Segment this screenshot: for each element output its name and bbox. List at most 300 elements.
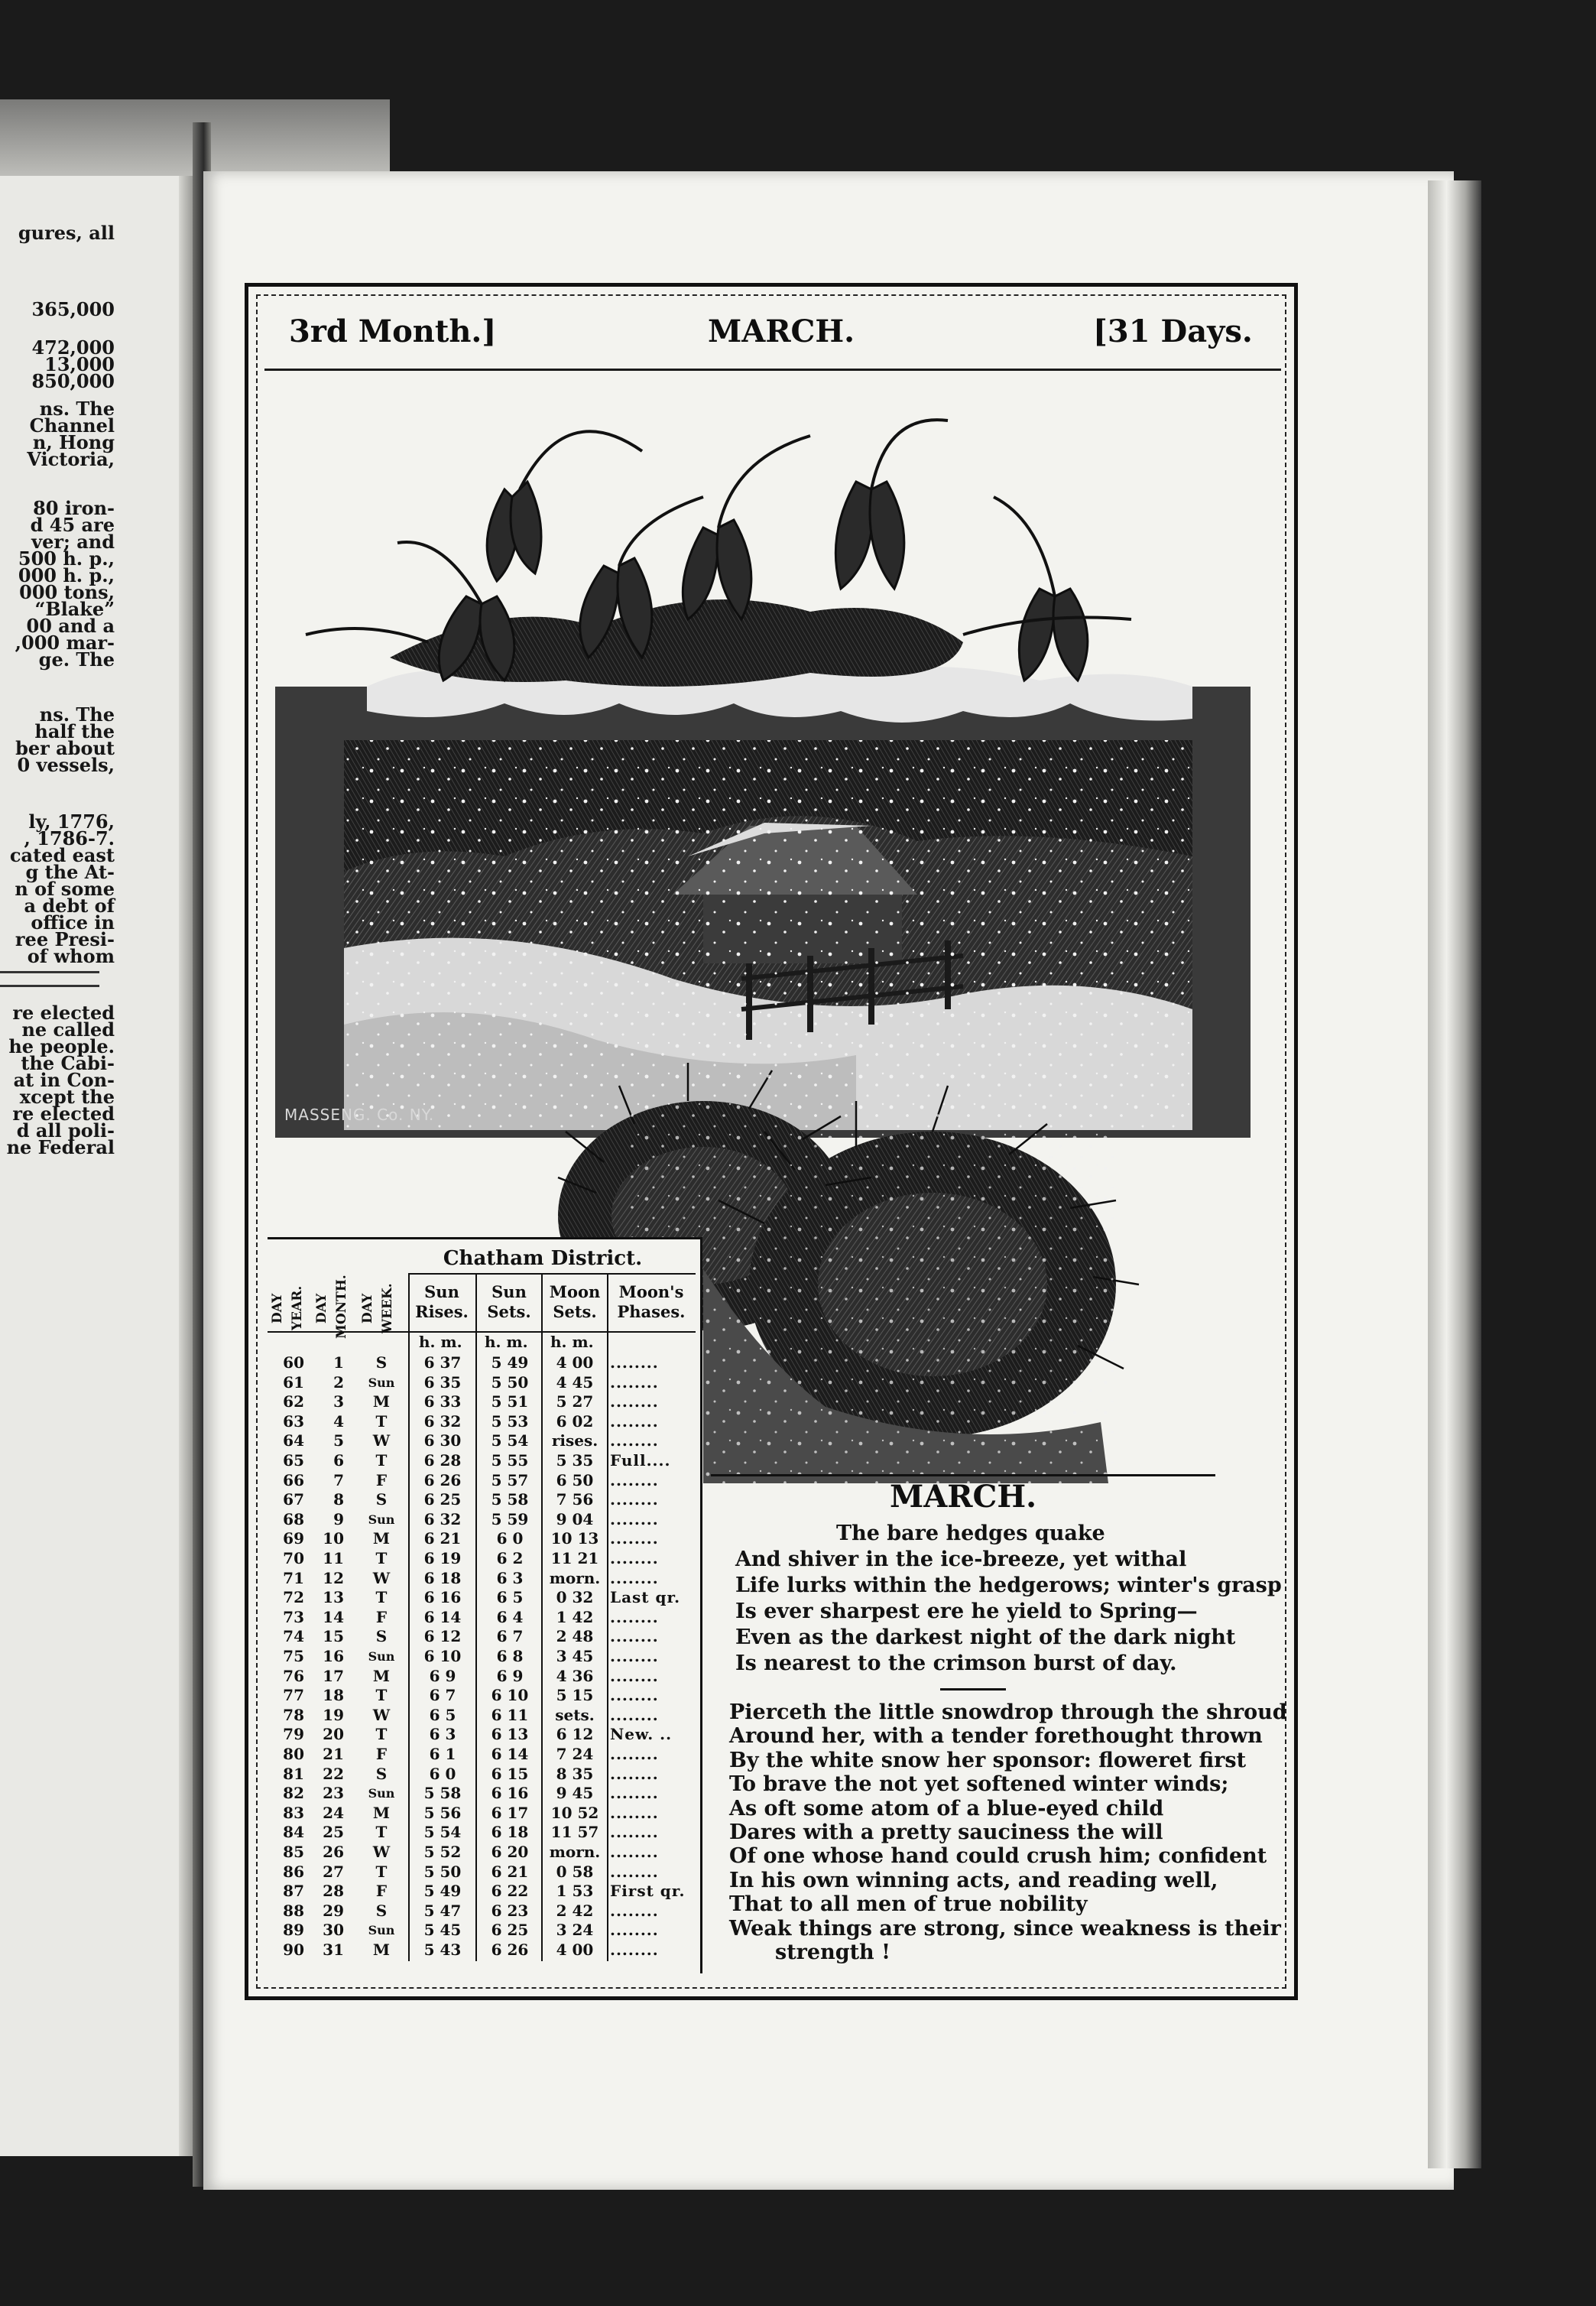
cell-moon-sets: 5 15 [556, 1686, 594, 1705]
cell-sun-sets: 6 0 [496, 1529, 524, 1548]
cell-day-of-year: 85 [283, 1843, 304, 1861]
header-day-count: [31 Days. [1093, 313, 1253, 349]
col-header-moon-sets: Moon Sets. [549, 1282, 601, 1321]
table-row [268, 1921, 696, 1939]
cell-moon-sets: 2 42 [556, 1901, 594, 1920]
col-header-day-week: DAY WEEK. [360, 1283, 395, 1333]
left-page-fragment: half the [34, 720, 115, 742]
col-header-sun-rises: Sun Rises. [415, 1282, 469, 1321]
cell-moon-phase: ........ [610, 1470, 659, 1489]
cell-day-of-month: 24 [323, 1803, 344, 1822]
cell-day-of-week: S [375, 1490, 388, 1509]
cell-day-of-week: Sun [368, 1375, 395, 1390]
cell-moon-sets: 4 00 [556, 1353, 594, 1372]
cell-day-of-week: S [375, 1764, 388, 1783]
cell-day-of-year: 76 [283, 1666, 304, 1685]
cell-moon-phase: ........ [610, 1353, 659, 1372]
cell-moon-phase: ........ [610, 1529, 659, 1548]
poem-line: Around her, with a tender forethought thrown [729, 1724, 1263, 1749]
cell-sun-sets: 6 3 [496, 1568, 524, 1587]
cell-day-of-year: 84 [283, 1823, 304, 1842]
cell-sun-sets: 5 54 [491, 1431, 529, 1450]
cell-moon-sets: 10 13 [550, 1529, 599, 1548]
cell-sun-sets: 5 51 [491, 1392, 529, 1411]
cell-day-of-week: S [375, 1627, 388, 1646]
left-page-fragment: 850,000 [31, 370, 115, 392]
cell-day-of-week: T [375, 1823, 388, 1842]
left-page-fragment: ne Federal [6, 1136, 115, 1158]
left-page-fragment: d 45 are [30, 514, 115, 536]
cell-sun-rises: 5 50 [423, 1862, 462, 1881]
left-page-fragment: re elected [12, 1002, 115, 1024]
cell-moon-phase: ........ [610, 1803, 659, 1822]
cell-sun-rises: 6 1 [429, 1745, 456, 1763]
cell-day-of-week: F [375, 1745, 388, 1763]
cell-day-of-month: 13 [323, 1588, 344, 1607]
left-page-fragment: the Cabi- [21, 1052, 115, 1074]
left-page-fragment: 000 tons, [19, 581, 115, 603]
left-page-fragment: 00 and a [26, 615, 115, 637]
cell-moon-sets: 6 50 [556, 1470, 594, 1489]
cell-day-of-week: F [375, 1882, 388, 1901]
cell-day-of-month: 31 [323, 1941, 344, 1959]
cell-day-of-week: W [372, 1705, 391, 1724]
left-page-fragment: Channel [29, 414, 115, 437]
cell-day-of-month: 2 [333, 1372, 344, 1392]
cell-day-of-month: 4 [333, 1411, 344, 1431]
cell-sun-sets: 6 18 [491, 1823, 529, 1842]
cell-day-of-week: T [375, 1725, 388, 1744]
cell-sun-rises: 5 47 [423, 1901, 462, 1920]
cell-day-of-year: 87 [283, 1882, 304, 1901]
cell-day-of-year: 75 [283, 1647, 304, 1665]
table-row [268, 1628, 696, 1645]
cell-moon-phase: ........ [610, 1921, 659, 1940]
cell-sun-rises: 5 52 [423, 1843, 462, 1861]
table-row [268, 1452, 696, 1470]
poem-line: In his own winning acts, and reading well, [729, 1868, 1218, 1892]
poem-line: As oft some atom of a blue-eyed child [729, 1796, 1164, 1820]
cell-day-of-year: 86 [283, 1862, 304, 1881]
cell-day-of-year: 61 [283, 1372, 304, 1392]
left-page-fragment: xcept the [19, 1086, 115, 1108]
cell-moon-phase: ........ [610, 1843, 659, 1861]
left-page-fragment: 13,000 [44, 353, 115, 375]
poem-line: Life lurks within the hedgerows; winter's grasp [735, 1574, 1282, 1597]
cell-day-of-week: M [372, 1941, 391, 1959]
table-row [268, 1707, 696, 1724]
cell-sun-sets: 6 23 [491, 1901, 529, 1920]
table-row [268, 1785, 696, 1802]
left-page-fragment: n, Hong [32, 431, 115, 453]
cell-sun-sets: 6 2 [496, 1549, 524, 1567]
left-page-fragment: re elected [12, 1103, 115, 1125]
cell-moon-sets: 5 35 [556, 1451, 594, 1470]
cell-day-of-week: Sun [368, 1786, 395, 1801]
cell-sun-rises: 5 45 [423, 1921, 462, 1940]
table-district-title: Chatham District. [443, 1247, 643, 1270]
unit-sun-rises: h. m. [419, 1333, 462, 1351]
cell-day-of-month: 29 [323, 1901, 344, 1920]
cell-sun-rises: 5 54 [423, 1823, 462, 1842]
cell-moon-phase: ........ [610, 1607, 659, 1626]
cell-moon-phase: New. .. [610, 1725, 673, 1744]
poem-line: And shiver in the ice-breeze, yet withal [735, 1548, 1187, 1571]
cell-day-of-month: 19 [323, 1705, 344, 1724]
calendar-header [272, 309, 1273, 358]
cell-day-of-year: 73 [283, 1607, 304, 1626]
cell-sun-sets: 6 16 [491, 1784, 529, 1803]
page-edges-right [1428, 180, 1481, 2168]
cell-moon-sets: 7 24 [556, 1745, 594, 1763]
cell-sun-sets: 6 9 [496, 1666, 524, 1685]
table-row [268, 1882, 696, 1900]
cell-sun-rises: 6 28 [423, 1451, 462, 1470]
poem-line: Even as the darkest night of the dark night [735, 1626, 1236, 1649]
cell-sun-sets: 6 5 [496, 1588, 524, 1607]
left-page-fragment: 80 iron- [33, 497, 115, 519]
left-page-fragment: he people. [8, 1035, 115, 1057]
cell-sun-sets: 5 55 [491, 1451, 529, 1470]
left-page-fragment: 0 vessels, [17, 754, 115, 776]
cell-moon-phase: ........ [610, 1862, 659, 1881]
cell-sun-sets: 6 10 [491, 1686, 529, 1705]
left-page-fragment: ns. The [39, 703, 115, 726]
cell-sun-rises: 6 16 [423, 1588, 462, 1607]
cell-day-of-month: 1 [333, 1353, 344, 1372]
header-month-name: MARCH. [708, 313, 855, 349]
poem-line: Pierceth the little snowdrop through the shroud [729, 1700, 1287, 1724]
table-row [268, 1550, 696, 1567]
cell-day-of-year: 81 [283, 1764, 304, 1783]
cell-moon-sets: 3 45 [556, 1647, 594, 1665]
cell-day-of-week: W [372, 1843, 391, 1861]
cell-day-of-month: 20 [323, 1725, 344, 1744]
cell-day-of-month: 14 [323, 1607, 344, 1626]
cell-moon-phase: ........ [610, 1666, 659, 1685]
cell-day-of-week: W [372, 1568, 391, 1587]
table-row [268, 1824, 696, 1841]
cell-day-of-month: 22 [323, 1764, 344, 1783]
cell-day-of-month: 23 [323, 1784, 344, 1803]
cell-day-of-week: T [375, 1411, 388, 1431]
cell-moon-phase: ........ [610, 1745, 659, 1763]
cell-moon-phase: ........ [610, 1392, 659, 1411]
cell-sun-rises: 5 56 [423, 1803, 462, 1822]
cell-sun-rises: 6 9 [429, 1666, 456, 1685]
cell-day-of-year: 65 [283, 1451, 304, 1470]
table-row [268, 1530, 696, 1548]
table-row [268, 1804, 696, 1822]
left-page-fragment: Victoria, [27, 448, 115, 470]
cell-moon-sets: 7 56 [556, 1490, 594, 1509]
cell-sun-rises: 6 0 [429, 1764, 456, 1783]
table-row [268, 1726, 696, 1743]
cell-day-of-week: M [372, 1666, 391, 1685]
table-row [268, 1648, 696, 1665]
cell-sun-rises: 6 18 [423, 1568, 462, 1587]
poem-line: By the white snow her sponsor: floweret first [729, 1748, 1247, 1772]
cell-sun-rises: 6 14 [423, 1607, 462, 1626]
cell-sun-sets: 6 11 [491, 1705, 529, 1724]
cell-sun-sets: 6 4 [496, 1607, 524, 1626]
table-row [268, 1374, 696, 1392]
cell-day-of-month: 18 [323, 1686, 344, 1705]
table-row [268, 1687, 696, 1704]
cell-day-of-month: 26 [323, 1843, 344, 1861]
left-page-fragment: g the At- [25, 861, 115, 883]
left-page-fragment: ,000 mar- [15, 632, 115, 654]
table-row [268, 1472, 696, 1489]
cell-day-of-month: 28 [323, 1882, 344, 1901]
cell-day-of-month: 5 [333, 1431, 344, 1450]
cell-moon-sets: 1 42 [556, 1607, 594, 1626]
cell-sun-rises: 6 35 [423, 1372, 462, 1392]
left-page-fragment: ne called [21, 1018, 115, 1041]
left-page-fragment: 472,000 [31, 336, 115, 359]
cell-day-of-month: 7 [333, 1470, 344, 1489]
cell-moon-sets: 5 27 [556, 1392, 594, 1411]
cell-moon-sets: 10 52 [550, 1803, 599, 1822]
cell-sun-rises: 6 33 [423, 1392, 462, 1411]
cell-moon-sets: 2 48 [556, 1627, 594, 1646]
left-page-fragment: ly, 1776, [28, 810, 115, 833]
table-row [268, 1354, 696, 1372]
cell-moon-sets: 4 45 [556, 1372, 594, 1392]
cell-moon-sets: rises. [551, 1431, 598, 1450]
table-row [268, 1570, 696, 1587]
cell-day-of-month: 9 [333, 1509, 344, 1528]
col-header-day-year: DAY YEAR. [270, 1285, 305, 1331]
poem-title: MARCH. [889, 1479, 1037, 1515]
cell-day-of-month: 10 [323, 1529, 344, 1548]
cell-moon-phase: Full.... [610, 1451, 671, 1470]
unit-sun-sets: h. m. [485, 1333, 528, 1351]
table-rule-top [408, 1273, 696, 1275]
cell-day-of-year: 63 [283, 1411, 304, 1431]
cell-sun-sets: 6 15 [491, 1764, 529, 1783]
cell-moon-phase: ........ [610, 1627, 659, 1646]
cell-sun-sets: 5 49 [491, 1353, 529, 1372]
cell-day-of-month: 16 [323, 1647, 344, 1665]
cell-day-of-year: 67 [283, 1490, 304, 1509]
left-page-fragment: gures, all [18, 222, 115, 244]
cell-moon-sets: 6 02 [556, 1411, 594, 1431]
cell-day-of-week: M [372, 1392, 391, 1411]
engraver-credit: MASSENG. Co. NY. [284, 1106, 435, 1124]
poem-line: Dares with a pretty sauciness the will [729, 1820, 1163, 1844]
cell-moon-sets: 8 35 [556, 1764, 594, 1783]
cell-sun-rises: 6 19 [423, 1549, 462, 1567]
cell-sun-sets: 6 17 [491, 1803, 529, 1822]
cell-moon-phase: ........ [610, 1784, 659, 1803]
cell-sun-sets: 5 59 [491, 1509, 529, 1528]
cell-day-of-year: 72 [283, 1588, 304, 1607]
almanac-table [268, 1237, 702, 1973]
left-page-rule [0, 971, 99, 973]
cell-moon-sets: morn. [549, 1568, 601, 1587]
table-row [268, 1668, 696, 1685]
poem-line: That to all men of true nobility [729, 1892, 1088, 1917]
table-row [268, 1863, 696, 1881]
table-rule-header [268, 1331, 696, 1333]
cell-day-of-week: F [375, 1607, 388, 1626]
cell-moon-sets: 0 58 [556, 1862, 594, 1881]
cell-moon-phase: ........ [610, 1568, 659, 1587]
cell-day-of-week: T [375, 1588, 388, 1607]
cell-day-of-year: 71 [283, 1568, 304, 1587]
cell-moon-phase: ........ [610, 1705, 659, 1724]
cell-day-of-year: 62 [283, 1392, 304, 1411]
cell-sun-sets: 6 25 [491, 1921, 529, 1940]
poem-line: The bare hedges quake [836, 1522, 1105, 1545]
cell-moon-sets: sets. [555, 1705, 595, 1724]
table-row [268, 1432, 696, 1450]
cell-sun-sets: 6 26 [491, 1941, 529, 1959]
cell-day-of-year: 88 [283, 1901, 304, 1920]
poem-rule [711, 1474, 1215, 1476]
cell-day-of-year: 60 [283, 1353, 304, 1372]
table-row [268, 1765, 696, 1783]
left-page-fragment: at in Con- [13, 1069, 115, 1091]
left-page-fragment: “Blake” [34, 598, 115, 620]
unit-moon-sets: h. m. [550, 1333, 594, 1351]
poem-stanza-separator [940, 1688, 1006, 1691]
cell-moon-phase: ........ [610, 1823, 659, 1842]
cell-moon-sets: morn. [549, 1843, 601, 1861]
cell-day-of-week: Sun [368, 1649, 395, 1664]
cell-sun-rises: 5 58 [423, 1784, 462, 1803]
table-row [268, 1609, 696, 1626]
cell-sun-sets: 6 21 [491, 1862, 529, 1881]
left-page-fragment: 000 h. p., [18, 564, 115, 586]
table-row [268, 1746, 696, 1763]
cell-day-of-year: 68 [283, 1509, 304, 1528]
cell-day-of-year: 89 [283, 1921, 304, 1940]
cell-day-of-month: 3 [333, 1392, 344, 1411]
cell-moon-sets: 11 57 [550, 1823, 599, 1842]
cell-sun-sets: 6 14 [491, 1745, 529, 1763]
left-page-fragment: office in [31, 911, 115, 934]
cell-day-of-year: 70 [283, 1549, 304, 1567]
cell-day-of-month: 27 [323, 1862, 344, 1881]
cell-day-of-month: 17 [323, 1666, 344, 1685]
cell-moon-sets: 4 00 [556, 1941, 594, 1959]
cell-day-of-month: 11 [323, 1549, 344, 1567]
cell-day-of-year: 64 [283, 1431, 304, 1450]
cell-sun-rises: 6 3 [429, 1725, 456, 1744]
table-row [268, 1589, 696, 1606]
poem-line: To brave the not yet softened winter winds; [729, 1772, 1229, 1797]
table-row [268, 1491, 696, 1509]
cell-day-of-year: 74 [283, 1627, 304, 1646]
cell-day-of-week: T [375, 1686, 388, 1705]
cell-day-of-month: 8 [333, 1490, 344, 1509]
left-page-fragment: 365,000 [31, 298, 115, 320]
cell-day-of-week: M [372, 1529, 391, 1548]
table-row [268, 1413, 696, 1431]
cell-day-of-year: 77 [283, 1686, 304, 1705]
cell-moon-sets: 11 21 [550, 1549, 599, 1567]
cell-sun-rises: 6 21 [423, 1529, 462, 1548]
cell-moon-phase: ........ [610, 1549, 659, 1567]
cell-day-of-year: 83 [283, 1803, 304, 1822]
left-page-edge [179, 176, 193, 2156]
table-row [268, 1843, 696, 1861]
cell-day-of-month: 25 [323, 1823, 344, 1842]
left-page-rule [0, 985, 99, 987]
cell-moon-phase: ........ [610, 1490, 659, 1509]
cell-sun-rises: 5 49 [423, 1882, 462, 1901]
cell-day-of-year: 66 [283, 1470, 304, 1489]
cell-day-of-week: W [372, 1431, 391, 1450]
cell-moon-sets: 3 24 [556, 1921, 594, 1940]
cell-moon-phase: ........ [610, 1411, 659, 1431]
cell-sun-sets: 6 8 [496, 1647, 524, 1665]
cell-moon-phase: ........ [610, 1509, 659, 1528]
table-row [268, 1902, 696, 1920]
col-header-sun-sets: Sun Sets. [487, 1282, 531, 1321]
cell-sun-sets: 6 7 [496, 1627, 524, 1646]
cell-day-of-year: 79 [283, 1725, 304, 1744]
cell-moon-phase: ........ [610, 1764, 659, 1783]
cell-day-of-week: F [375, 1470, 388, 1489]
left-page-fragment: 500 h. p., [18, 547, 115, 570]
cell-sun-sets: 5 58 [491, 1490, 529, 1509]
cell-day-of-year: 90 [283, 1941, 304, 1959]
cell-sun-rises: 6 12 [423, 1627, 462, 1646]
cell-moon-sets: 6 12 [556, 1725, 594, 1744]
cell-sun-rises: 6 32 [423, 1411, 462, 1431]
cell-sun-rises: 5 43 [423, 1941, 462, 1959]
table-row [268, 1511, 696, 1528]
cell-sun-rises: 6 7 [429, 1686, 456, 1705]
table-row [268, 1941, 696, 1959]
poem-line: Of one whose hand could crush him; confident [729, 1844, 1267, 1869]
cell-day-of-week: T [375, 1549, 388, 1567]
cell-sun-rises: 6 25 [423, 1490, 462, 1509]
cell-day-of-month: 12 [323, 1568, 344, 1587]
cell-day-of-year: 82 [283, 1784, 304, 1803]
left-page-fragment: ns. The [39, 398, 115, 420]
cell-moon-phase: ........ [610, 1686, 659, 1705]
cell-day-of-week: S [375, 1353, 388, 1372]
cell-day-of-year: 69 [283, 1529, 304, 1548]
poem-line: strength ! [775, 1941, 890, 1964]
cell-sun-rises: 6 32 [423, 1509, 462, 1528]
cell-day-of-month: 30 [323, 1921, 344, 1940]
left-page-fragment: , 1786-7. [24, 827, 115, 849]
cell-moon-phase: Last qr. [610, 1588, 681, 1607]
cell-day-of-month: 15 [323, 1627, 344, 1646]
cell-moon-phase: ........ [610, 1941, 659, 1959]
col-header-moon-phases: Moon's Phases. [617, 1282, 686, 1321]
cell-moon-phase: ........ [610, 1372, 659, 1392]
cell-day-of-year: 78 [283, 1705, 304, 1724]
poem-line: Is ever sharpest ere he yield to Spring— [735, 1600, 1198, 1623]
cell-sun-rises: 6 30 [423, 1431, 462, 1450]
cell-day-of-month: 21 [323, 1745, 344, 1763]
col-header-day-month: DAY MONTH. [314, 1275, 349, 1339]
left-page-fragment: ber about [15, 737, 115, 759]
cell-sun-rises: 6 10 [423, 1647, 462, 1665]
left-page-fragment: n of some [15, 878, 115, 900]
header-month-number: 3rd Month.] [289, 313, 497, 349]
left-page-fragment: ge. The [38, 648, 115, 671]
snowdrop-flowers [306, 420, 1131, 687]
left-page [0, 176, 193, 2156]
left-page-fragment: ree Presi- [15, 928, 115, 950]
